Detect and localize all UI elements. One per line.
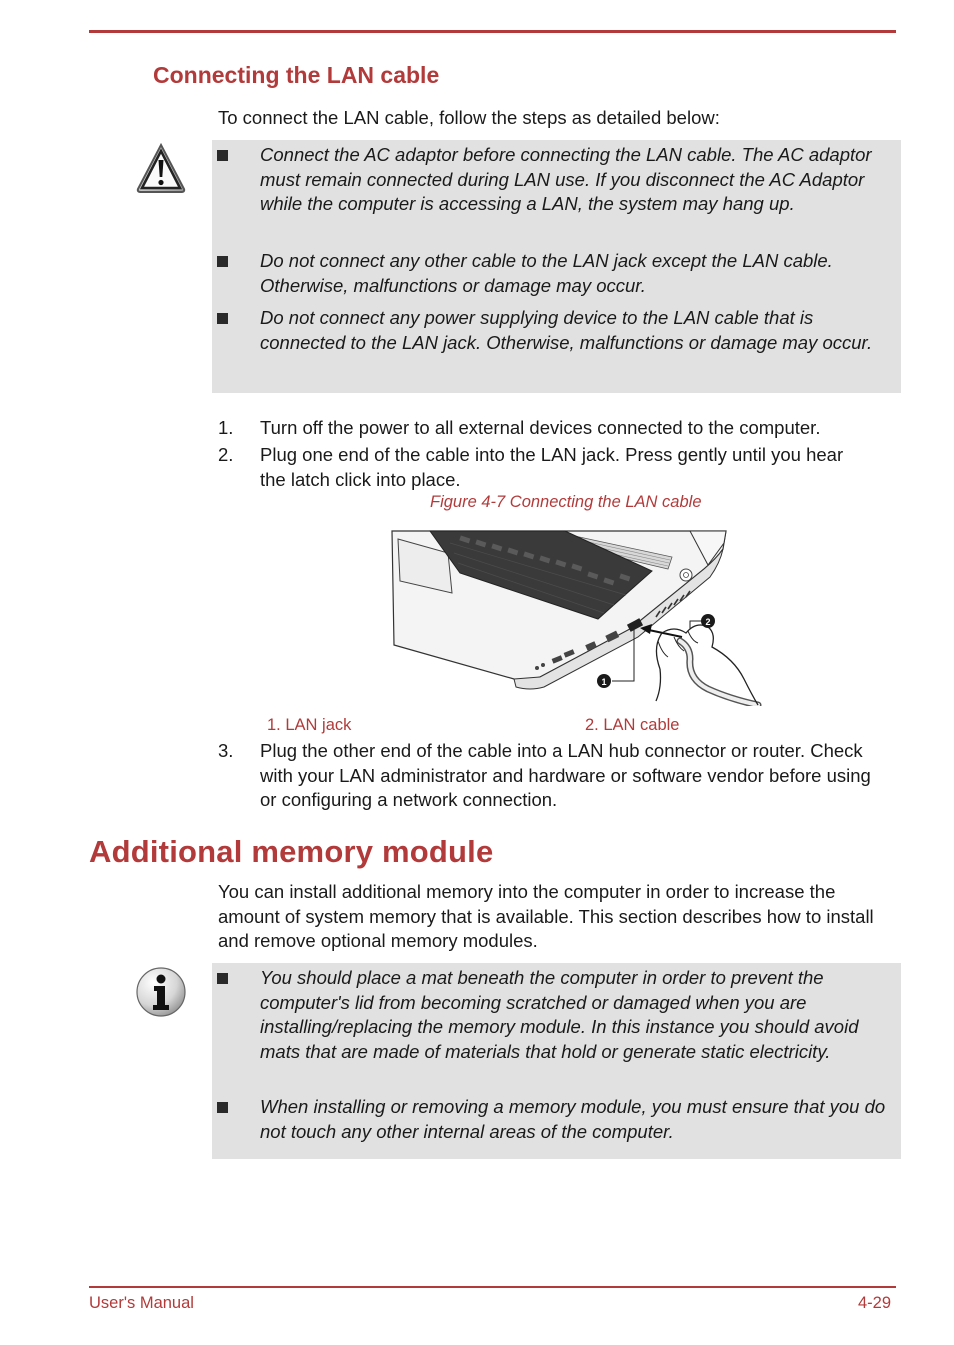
caution-item: Connect the AC adaptor before connecting the LAN cable. The AC adaptor must remain connected during LAN use. If you disconnect the AC Adaptor while the computer is accessing a LAN, the system may hang up. [260, 144, 872, 214]
caution-item: Do not connect any other cable to the LAN jack except the LAN cable. Otherwise, malfunctions or damage may occur. [260, 250, 833, 296]
figure-caption: Figure 4-7 Connecting the LAN cable [430, 493, 702, 511]
callout-2-label: 2 [705, 617, 711, 627]
bullet-square-icon [217, 150, 228, 161]
step-text: Plug the other end of the cable into a LAN hub connector or router. Check with your LAN administrator and hardware or software vendor before using or configuring a network connection. [260, 740, 871, 810]
caution-box [212, 140, 901, 393]
step-text: Plug one end of the cable into the LAN jack. Press gently until you hear the latch click into place. [260, 444, 844, 490]
info-item: When installing or removing a memory module, you must ensure that you do not touch any other internal areas of the computer. [260, 1096, 886, 1142]
bullet-square-icon [217, 1102, 228, 1113]
bullet-square-icon [217, 256, 228, 267]
figure-legend-item: 2. LAN cable [585, 716, 680, 734]
figure-legend-item: 1. LAN jack [267, 716, 352, 734]
callout-1-label: 1 [601, 677, 607, 687]
page-number: 4-29 [858, 1294, 892, 1312]
footer-title: User's Manual [89, 1294, 194, 1312]
bullet-square-icon [217, 973, 228, 984]
info-box [212, 963, 901, 1159]
lan-cable-figure [390, 529, 765, 706]
info-item: You should place a mat beneath the computer in order to prevent the computer's lid from becoming scratched or damaged when you are installing/replacing the memory module. In this instance you should avoid mats that are made of materials that hold or generate static electricity. [260, 967, 859, 1062]
footer-rule [89, 1286, 896, 1288]
header-rule [89, 30, 896, 33]
warning-triangle-icon [135, 142, 187, 199]
caution-item: Do not connect any power supplying device to the LAN cable that is connected to the LAN jack. Otherwise, malfunctions or damage may occur. [260, 307, 873, 353]
memory-intro: You can install additional memory into the computer in order to increase the amount of system memory that is available. This section describes how to install and remove optional memory modules. [218, 881, 874, 951]
step-number: 2. [218, 444, 234, 465]
info-icon [135, 966, 187, 1023]
step-number: 3. [218, 740, 234, 761]
step-number: 1. [218, 417, 234, 438]
chapter-heading: Additional memory module [89, 834, 494, 869]
section-intro: To connect the LAN cable, follow the steps as detailed below: [218, 107, 720, 128]
bullet-square-icon [217, 313, 228, 324]
step-text: Turn off the power to all external devices connected to the computer. [260, 417, 821, 438]
section-heading: Connecting the LAN cable [153, 62, 440, 88]
